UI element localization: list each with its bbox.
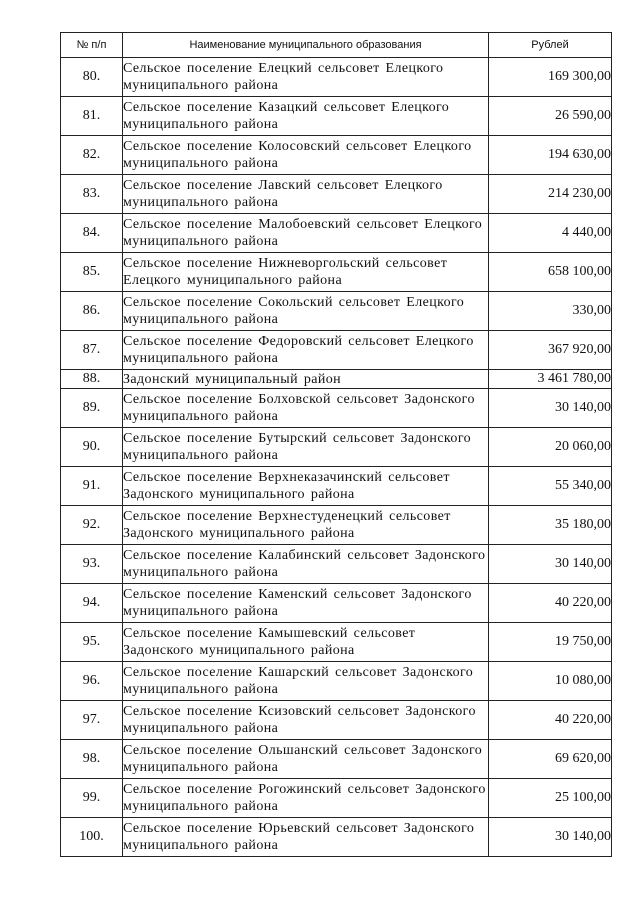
row-number: 91. <box>61 467 123 506</box>
row-number: 98. <box>61 740 123 779</box>
municipality-name: Сельское поселение Каменский сельсовет Задонского муниципального района <box>123 584 489 623</box>
header-row <box>61 33 612 58</box>
amount-rubles: 20 060,00 <box>489 428 612 467</box>
amount-rubles: 10 080,00 <box>489 662 612 701</box>
municipality-name: Задонский муниципальный район <box>123 370 489 389</box>
municipality-name: Сельское поселение Сокольский сельсовет Елецкого муниципального района <box>123 292 489 331</box>
table-row <box>61 506 612 545</box>
municipality-name: Сельское поселение Нижневоргольский сельсовет Елецкого муниципального района <box>123 253 489 292</box>
row-number: 97. <box>61 701 123 740</box>
municipality-name: Сельское поселение Казацкий сельсовет Елецкого муниципального района <box>123 97 489 136</box>
municipality-name: Сельское поселение Колосовский сельсовет Елецкого муниципального района <box>123 136 489 175</box>
amount-rubles: 214 230,00 <box>489 175 612 214</box>
amount-rubles: 26 590,00 <box>489 97 612 136</box>
amount-rubles: 35 180,00 <box>489 506 612 545</box>
row-number: 82. <box>61 136 123 175</box>
table-row <box>61 292 612 331</box>
municipality-name: Сельское поселение Лавский сельсовет Елецкого муниципального района <box>123 175 489 214</box>
row-number: 83. <box>61 175 123 214</box>
row-number: 85. <box>61 253 123 292</box>
table-row <box>61 253 612 292</box>
table-row <box>61 545 612 584</box>
amount-rubles: 367 920,00 <box>489 331 612 370</box>
municipality-name: Сельское поселение Верхнеказачинский сельсовет Задонского муниципального района <box>123 467 489 506</box>
row-number: 81. <box>61 97 123 136</box>
municipality-name: Сельское поселение Кашарский сельсовет Задонского муниципального района <box>123 662 489 701</box>
allocation-table <box>60 32 612 857</box>
amount-rubles: 25 100,00 <box>489 779 612 818</box>
row-number: 95. <box>61 623 123 662</box>
table-header <box>61 33 612 58</box>
row-number: 90. <box>61 428 123 467</box>
row-number: 84. <box>61 214 123 253</box>
row-number: 86. <box>61 292 123 331</box>
table-row <box>61 214 612 253</box>
table-row <box>61 467 612 506</box>
municipality-name: Сельское поселение Федоровский сельсовет Елецкого муниципального района <box>123 331 489 370</box>
table-body <box>61 58 612 857</box>
amount-rubles: 30 140,00 <box>489 389 612 428</box>
amount-rubles: 169 300,00 <box>489 58 612 97</box>
table-row <box>61 331 612 370</box>
row-number: 88. <box>61 370 123 389</box>
amount-rubles: 3 461 780,00 <box>489 370 612 389</box>
municipality-name: Сельское поселение Рогожинский сельсовет Задонского муниципального района <box>123 779 489 818</box>
row-number: 87. <box>61 331 123 370</box>
municipality-name: Сельское поселение Малобоевский сельсовет Елецкого муниципального района <box>123 214 489 253</box>
amount-rubles: 30 140,00 <box>489 545 612 584</box>
table-row <box>61 740 612 779</box>
table-row <box>61 779 612 818</box>
municipality-name: Сельское поселение Болховской сельсовет Задонского муниципального района <box>123 389 489 428</box>
row-number: 93. <box>61 545 123 584</box>
row-number: 99. <box>61 779 123 818</box>
table-row <box>61 389 612 428</box>
amount-rubles: 194 630,00 <box>489 136 612 175</box>
table-row <box>61 818 612 857</box>
amount-rubles: 19 750,00 <box>489 623 612 662</box>
row-number: 92. <box>61 506 123 545</box>
municipality-name: Сельское поселение Верхнестуденецкий сельсовет Задонского муниципального района <box>123 506 489 545</box>
table-row <box>61 370 612 389</box>
table-row <box>61 623 612 662</box>
municipality-name: Сельское поселение Бутырский сельсовет Задонского муниципального района <box>123 428 489 467</box>
municipality-name: Сельское поселение Ольшанский сельсовет Задонского муниципального района <box>123 740 489 779</box>
municipality-name: Сельское поселение Ксизовский сельсовет Задонского муниципального района <box>123 701 489 740</box>
row-number: 96. <box>61 662 123 701</box>
header-municipality-name: Наименование муниципального образования <box>123 33 489 58</box>
amount-rubles: 30 140,00 <box>489 818 612 857</box>
table-row <box>61 97 612 136</box>
row-number: 89. <box>61 389 123 428</box>
row-number: 100. <box>61 818 123 857</box>
amount-rubles: 330,00 <box>489 292 612 331</box>
amount-rubles: 69 620,00 <box>489 740 612 779</box>
table-row <box>61 662 612 701</box>
table-row <box>61 428 612 467</box>
amount-rubles: 40 220,00 <box>489 584 612 623</box>
amount-rubles: 4 440,00 <box>489 214 612 253</box>
amount-rubles: 40 220,00 <box>489 701 612 740</box>
table-row <box>61 58 612 97</box>
table-row <box>61 584 612 623</box>
row-number: 80. <box>61 58 123 97</box>
header-amount: Рублей <box>489 33 612 58</box>
municipality-name: Сельское поселение Камышевский сельсовет Задонского муниципального района <box>123 623 489 662</box>
municipality-name: Сельское поселение Елецкий сельсовет Елецкого муниципального района <box>123 58 489 97</box>
municipality-name: Сельское поселение Юрьевский сельсовет Задонского муниципального района <box>123 818 489 857</box>
table-row <box>61 136 612 175</box>
header-number: № п/п <box>61 33 123 58</box>
amount-rubles: 658 100,00 <box>489 253 612 292</box>
municipality-name: Сельское поселение Калабинский сельсовет Задонского муниципального района <box>123 545 489 584</box>
amount-rubles: 55 340,00 <box>489 467 612 506</box>
table-row <box>61 701 612 740</box>
row-number: 94. <box>61 584 123 623</box>
table-row <box>61 175 612 214</box>
